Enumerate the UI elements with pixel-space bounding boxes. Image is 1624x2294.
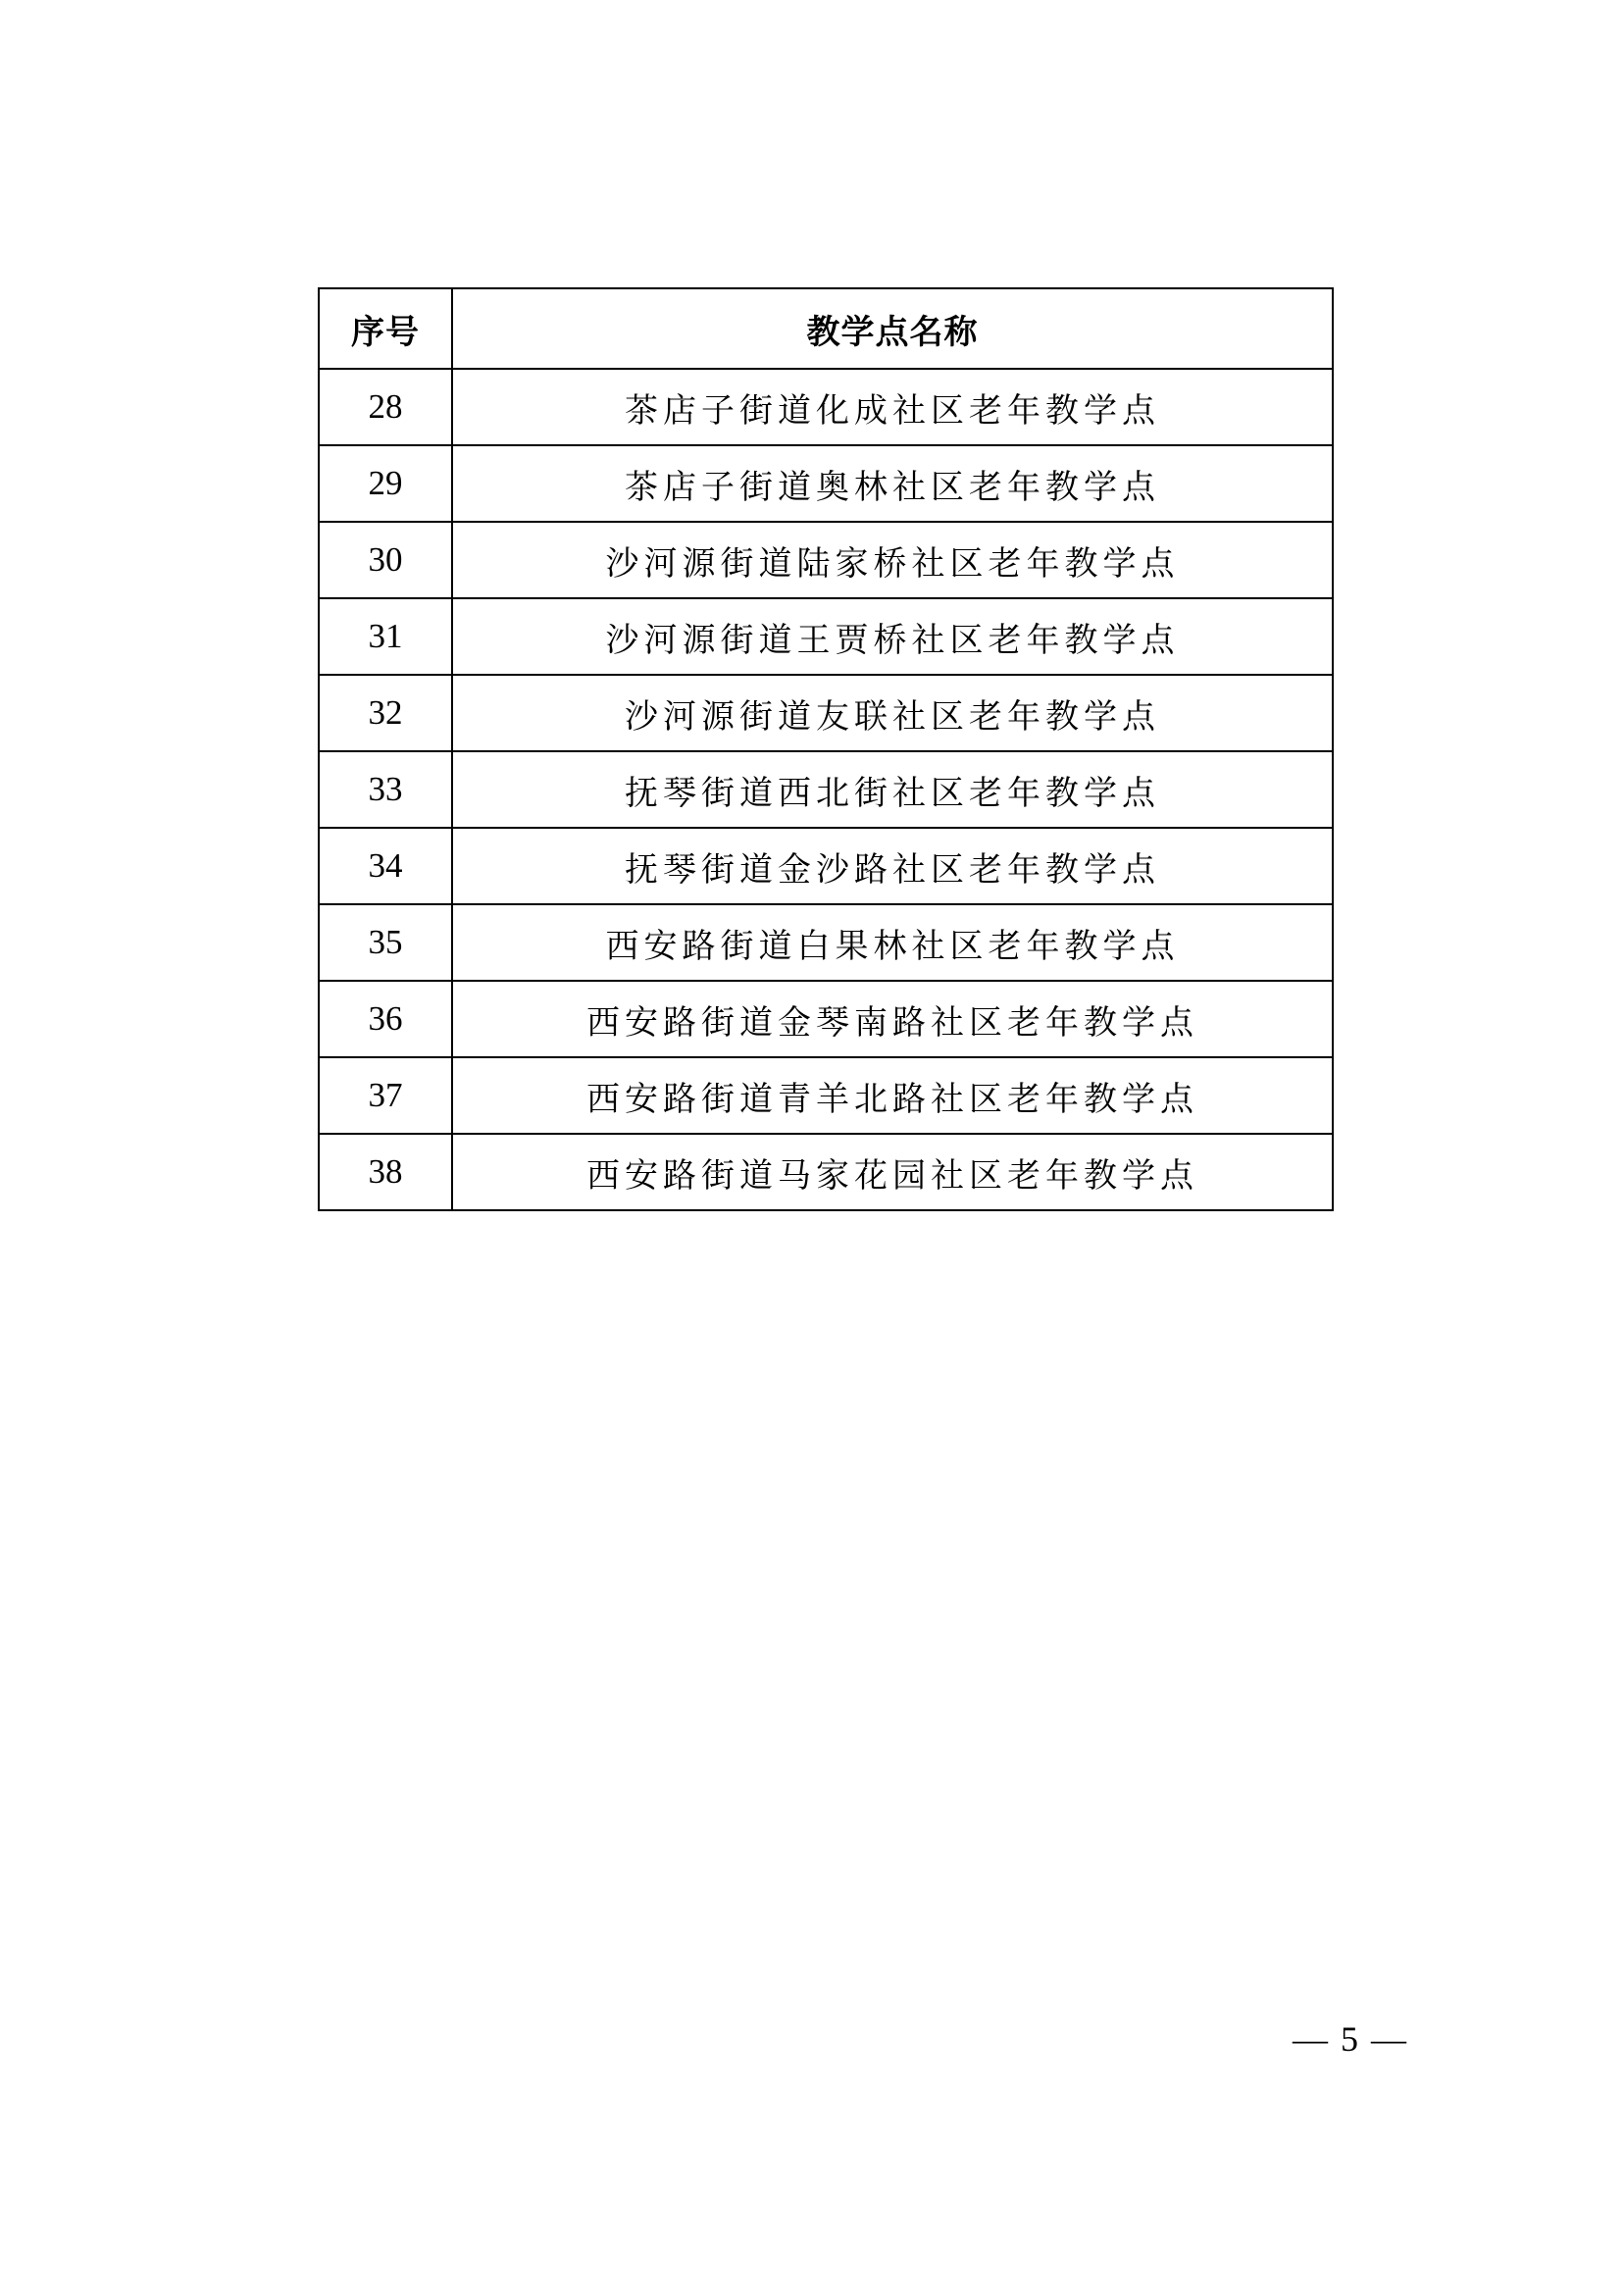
row-number: 36	[319, 981, 452, 1057]
teaching-point-name: 西安路街道金琴南路社区老年教学点	[452, 981, 1333, 1057]
row-number: 38	[319, 1134, 452, 1210]
table-row	[319, 1057, 1333, 1134]
table-row	[319, 522, 1333, 598]
row-number: 33	[319, 751, 452, 828]
table-row	[319, 828, 1333, 904]
row-number: 28	[319, 369, 452, 445]
teaching-point-name: 茶店子街道奥林社区老年教学点	[452, 445, 1333, 522]
row-number: 35	[319, 904, 452, 981]
row-number: 32	[319, 675, 452, 751]
row-number: 37	[319, 1057, 452, 1134]
teaching-point-name: 沙河源街道王贾桥社区老年教学点	[452, 598, 1333, 675]
row-number: 31	[319, 598, 452, 675]
column-header-no: 序号	[319, 288, 452, 369]
table-row	[319, 675, 1333, 751]
table-row	[319, 598, 1333, 675]
page-number: — 5 —	[1293, 2019, 1408, 2059]
table-row	[319, 751, 1333, 828]
teaching-point-name: 沙河源街道友联社区老年教学点	[452, 675, 1333, 751]
teaching-points-table	[318, 287, 1334, 1211]
teaching-point-name: 抚琴街道西北街社区老年教学点	[452, 751, 1333, 828]
teaching-point-name: 西安路街道青羊北路社区老年教学点	[452, 1057, 1333, 1134]
teaching-point-name: 抚琴街道金沙路社区老年教学点	[452, 828, 1333, 904]
teaching-point-name: 西安路街道马家花园社区老年教学点	[452, 1134, 1333, 1210]
teaching-point-name: 西安路街道白果林社区老年教学点	[452, 904, 1333, 981]
table-row	[319, 904, 1333, 981]
column-header-name: 教学点名称	[452, 288, 1333, 369]
row-number: 30	[319, 522, 452, 598]
table-row	[319, 445, 1333, 522]
table-header-row	[319, 288, 1333, 369]
table-row	[319, 369, 1333, 445]
row-number: 29	[319, 445, 452, 522]
row-number: 34	[319, 828, 452, 904]
table-row	[319, 981, 1333, 1057]
table-row	[319, 1134, 1333, 1210]
teaching-point-name: 茶店子街道化成社区老年教学点	[452, 369, 1333, 445]
teaching-point-name: 沙河源街道陆家桥社区老年教学点	[452, 522, 1333, 598]
